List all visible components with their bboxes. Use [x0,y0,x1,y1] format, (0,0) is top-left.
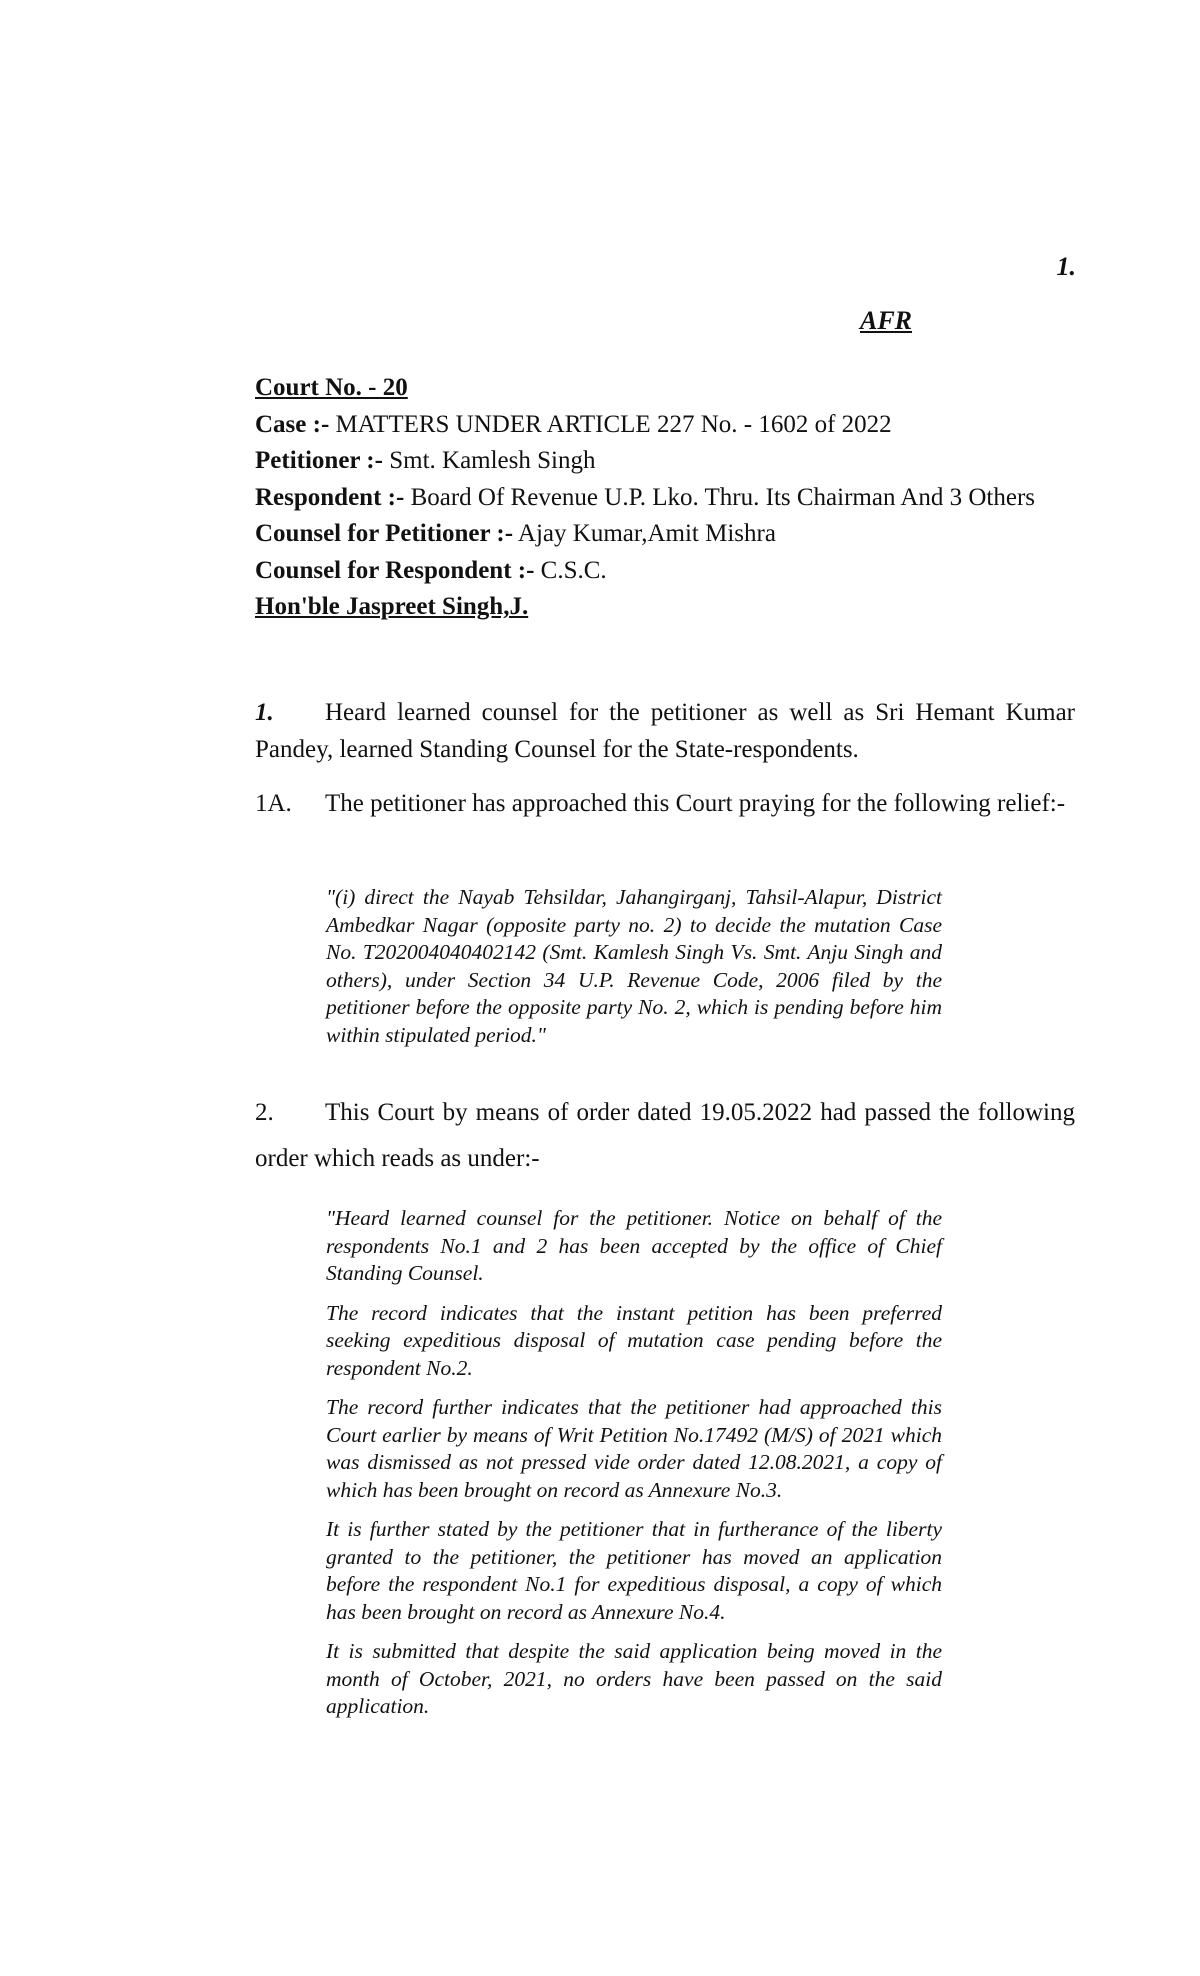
quoted-order-paragraph: It is submitted that despite the said application being moved in the month of October, 2021, no orders have been passed on the said application. [326,1639,942,1718]
paragraph-1 [255,694,1075,768]
counsel-petitioner-line [255,516,1075,553]
case-label: Case :- [255,410,330,438]
paragraph-number: 1A. [255,790,292,817]
paragraph-2 [255,1090,1075,1182]
respondent-line [255,480,1075,517]
case-header [255,370,1075,626]
judge-name: Hon'ble Jaspreet Singh,J. [255,593,529,620]
paragraph-number: 2. [255,1099,274,1126]
counsel-respondent-label: Counsel for Respondent :- [255,556,535,584]
respondent-value: Board Of Revenue U.P. Lko. Thru. Its Chairman And 3 Others [404,483,1036,511]
quoted-order-paragraph: The record further indicates that the petitioner had approached this Court earlier by means of Writ Petition No.17492 (M/S) of 2021 which was dismissed as not pressed vide order dated 12.08.2021, a copy of which has been brought on record as Annexure No.3. [326,1395,942,1502]
case-line [255,407,1075,444]
counsel-petitioner-value: Ajay Kumar,Amit Mishra [513,520,776,547]
quoted-order-paragraph: "Heard learned counsel for the petitioner. Notice on behalf of the respondents No.1 and 2 has been accepted by the office of Chief Standing Counsel. [326,1206,942,1285]
court-number: Court No. - 20 [255,374,408,401]
page-number: 1. [1056,252,1076,281]
counsel-respondent-value: C.S.C. [534,556,607,584]
paragraph-text: Heard learned counsel for the petitioner as well as Sri Hemant Kumar Pandey, learned Standing Counsel for the State-respondents. [255,699,1075,763]
quoted-order [326,1205,942,1733]
quoted-order-paragraph: It is further stated by the petitioner that in furtherance of the liberty granted to the petitioner, the petitioner has moved an application before the respondent No.1 for expeditious disposal, a copy of which has been brought on record as Annexure No.4. [326,1517,942,1624]
petitioner-label: Petitioner :- [255,447,383,474]
paragraph-text: This Court by means of order dated 19.05.2022 had passed the following order which reads as under:- [255,1099,1075,1172]
counsel-respondent-line [255,553,1075,590]
respondent-label: Respondent :- [255,483,405,511]
case-value: MATTERS UNDER ARTICLE 227 No. - 1602 of 2022 [329,410,892,438]
counsel-petitioner-label: Counsel for Petitioner :- [255,520,514,547]
afr-mark: AFR [860,306,913,335]
paragraph-1a [255,785,1075,822]
quoted-order-paragraph: The record indicates that the instant petition has been preferred seeking expeditious disposal of mutation case pending before the respondent No.2. [326,1300,942,1380]
paragraph-text: The petitioner has approached this Court praying for the following relief:- [325,790,1066,817]
petitioner-value: Smt. Kamlesh Singh [382,447,596,474]
quoted-relief: "(i) direct the Nayab Tehsildar, Jahangirganj, Tahsil-Alapur, District Ambedkar Nagar (opposite party no. 2) to decide the mutation Case No. T202004040402142 (Smt. Kamlesh Singh Vs. Smt. Anju Singh and others), under Section 34 U.P. Revenue Code, 2006 filed by the petitioner before the opposite party No. 2, which is pending before him within stipulated period." [326,885,942,1047]
paragraph-number: 1. [255,699,274,726]
petitioner-line [255,443,1075,480]
